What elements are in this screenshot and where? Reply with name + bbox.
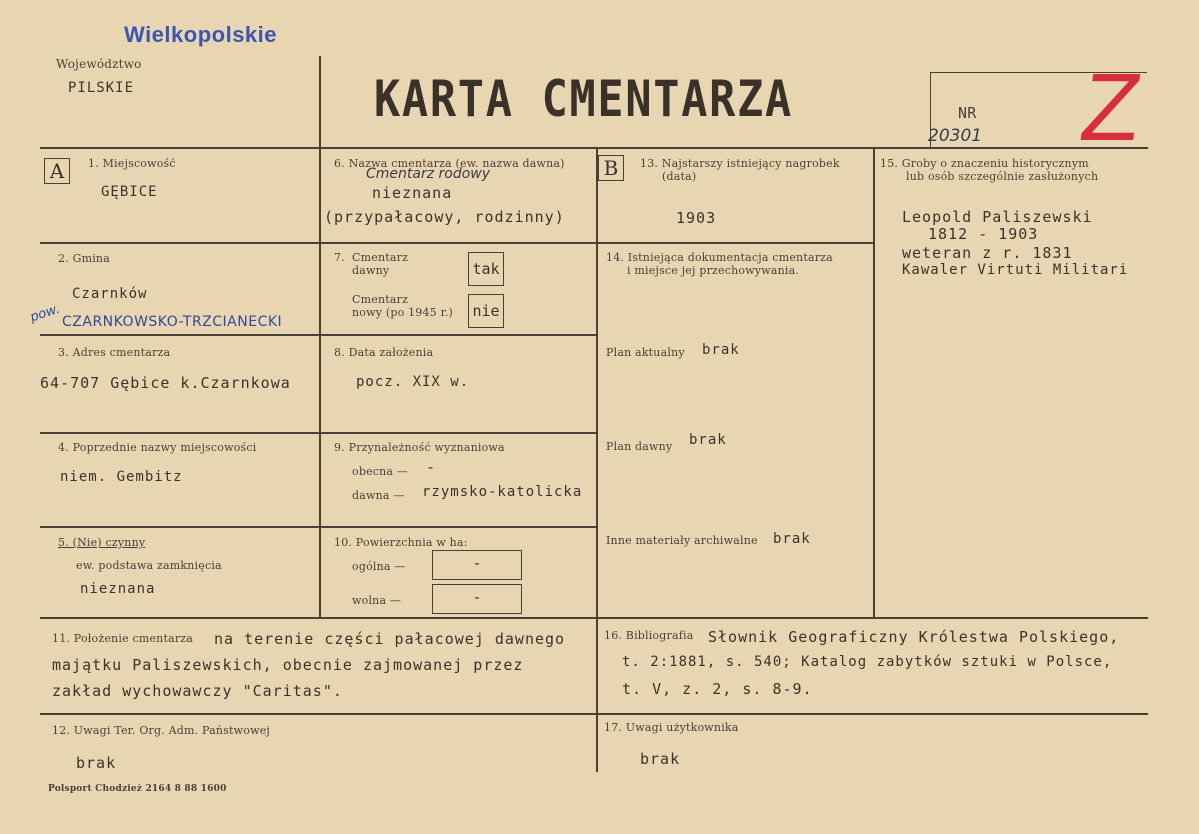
f12-value: brak	[76, 754, 117, 772]
header-divider	[319, 56, 321, 148]
row-line-3	[40, 432, 596, 434]
f5-label: 5. (Nie) czynny	[58, 536, 146, 549]
f14-plan-akt-label: Plan aktualny	[606, 346, 685, 359]
f17-label: 17. Uwagi użytkownika	[604, 721, 739, 734]
nr-mark: Z	[1074, 54, 1149, 161]
f6-hand: Cmentarz rodowy	[366, 166, 491, 182]
f7-dawny-label1: Cmentarz	[352, 251, 409, 264]
row-line-1b	[319, 242, 596, 244]
row-line-4	[40, 526, 596, 528]
f10-wolna-label: wolna —	[352, 594, 402, 607]
f14-inne-value: brak	[773, 531, 811, 547]
f10-ogolna-value: -	[432, 550, 522, 580]
f12-label: 12. Uwagi Ter. Org. Adm. Państwowej	[52, 724, 271, 737]
f7-dawny-label2: dawny	[352, 264, 390, 277]
f2-pow-prefix: pow.	[28, 301, 62, 326]
row-line-2	[40, 334, 596, 336]
f13-label1: 13. Najstarszy istniejący nagrobek	[640, 157, 840, 170]
f4-label: 4. Poprzednie nazwy miejscowości	[58, 441, 257, 454]
f6-value2: (przypałacowy, rodzinny)	[324, 208, 565, 226]
page-title: KARTA CMENTARZA	[374, 70, 793, 128]
f7-nowy-label1: Cmentarz	[352, 293, 409, 306]
col-divider-2	[596, 147, 598, 772]
f14-label2: i miejsce jej przechowywania.	[627, 264, 800, 277]
nr-label: NR	[958, 104, 977, 122]
f15-line2: 1812 - 1903	[928, 225, 1039, 243]
f4-value: niem. Gembitz	[60, 469, 183, 485]
wojewodztwo-value: PILSKIE	[68, 80, 135, 96]
f3-value: 64-707 Gębice k.Czarnkowa	[40, 374, 291, 392]
f2-value: Czarnków	[72, 286, 148, 302]
row-line-6	[40, 713, 1148, 715]
col-divider-1	[319, 147, 321, 617]
f10-wolna-value: -	[432, 584, 522, 614]
f13-label2: (data)	[662, 170, 697, 183]
region-stamp: Wielkopolskie	[124, 22, 278, 47]
f1-label: 1. Miejscowość	[88, 157, 176, 170]
f10-ogolna-label: ogólna —	[352, 560, 406, 573]
f15-label2: lub osób szczególnie zasłużonych	[906, 170, 1099, 183]
f16-line3: t. V, z. 2, s. 8-9.	[622, 680, 813, 698]
f14-plan-daw-label: Plan dawny	[606, 440, 673, 453]
f11-line2: majątku Paliszewskich, obecnie zajmowanej przez	[52, 656, 524, 674]
f9-dawna-label: dawna —	[352, 489, 405, 502]
f14-plan-daw-value: brak	[689, 432, 727, 448]
f7-box-divider	[319, 242, 321, 334]
printer-footer: Polsport Chodzież 2164 8 88 1600	[48, 784, 227, 794]
f9-label: 9. Przynależność wyznaniowa	[334, 441, 505, 454]
f14-inne-label: Inne materiały archiwalne	[606, 534, 758, 547]
f7-dawny-value: tak	[468, 252, 504, 286]
f11-line1: na terenie części pałacowej dawnego	[214, 630, 566, 648]
section-a-marker: A	[44, 158, 70, 184]
f15-line1: Leopold Paliszewski	[902, 208, 1093, 226]
wojewodztwo-label: Województwo	[56, 57, 142, 71]
f11-line3: zakład wychowawczy "Caritas".	[52, 682, 343, 700]
row-line-1c	[596, 242, 873, 244]
f15-line3: weteran z r. 1831	[902, 244, 1073, 262]
row-line-5	[40, 617, 1148, 619]
f10-label: 10. Powierzchnia w ha:	[334, 536, 468, 549]
f9-obecna-label: obecna —	[352, 465, 409, 478]
f2-pow-value: CZARNKOWSKO-TRZCIANECKI	[62, 314, 283, 330]
f8-value: pocz. XIX w.	[356, 374, 470, 390]
f17-value: brak	[640, 750, 681, 768]
f13-value: 1903	[676, 209, 717, 227]
f3-label: 3. Adres cmentarza	[58, 346, 171, 359]
f9-dawna-value: rzymsko-katolicka	[422, 484, 583, 500]
f2-label: 2. Gmina	[58, 252, 110, 265]
f15-label1: 15. Groby o znaczeniu historycznym	[880, 157, 1089, 170]
f14-label1: 14. Istniejąca dokumentacja cmentarza	[606, 251, 833, 264]
section-b-marker: B	[598, 155, 624, 181]
f16-line1: Słownik Geograficzny Królestwa Polskiego,	[708, 628, 1120, 646]
f1-value: GĘBICE	[101, 184, 158, 200]
f9-obecna-value: -	[426, 458, 437, 476]
f6-value1: nieznana	[372, 184, 453, 202]
col-divider-3	[873, 147, 875, 617]
f15-line4: Kawaler Virtuti Militari	[902, 262, 1129, 278]
f7-nowy-value: nie	[468, 294, 504, 328]
f6-label: 6. Nazwa cmentarza (ew. nazwa dawna)	[334, 157, 565, 170]
f11-label: 11. Położenie cmentarza	[52, 632, 194, 645]
nr-value: 20301	[928, 126, 983, 146]
f7-nowy-label2: nowy (po 1945 r.)	[352, 306, 454, 319]
f16-label: 16. Bibliografia	[604, 629, 694, 642]
f16-line2: t. 2:1881, s. 540; Katalog zabytków sztuki w Polsce,	[622, 654, 1113, 670]
f5-value: nieznana	[80, 581, 156, 597]
f8-label: 8. Data założenia	[334, 346, 434, 359]
f5-sublabel: ew. podstawa zamknięcia	[76, 559, 222, 572]
f14-plan-akt-value: brak	[702, 342, 740, 358]
row-line-1	[40, 242, 319, 244]
f7-label: 7.	[334, 251, 345, 264]
